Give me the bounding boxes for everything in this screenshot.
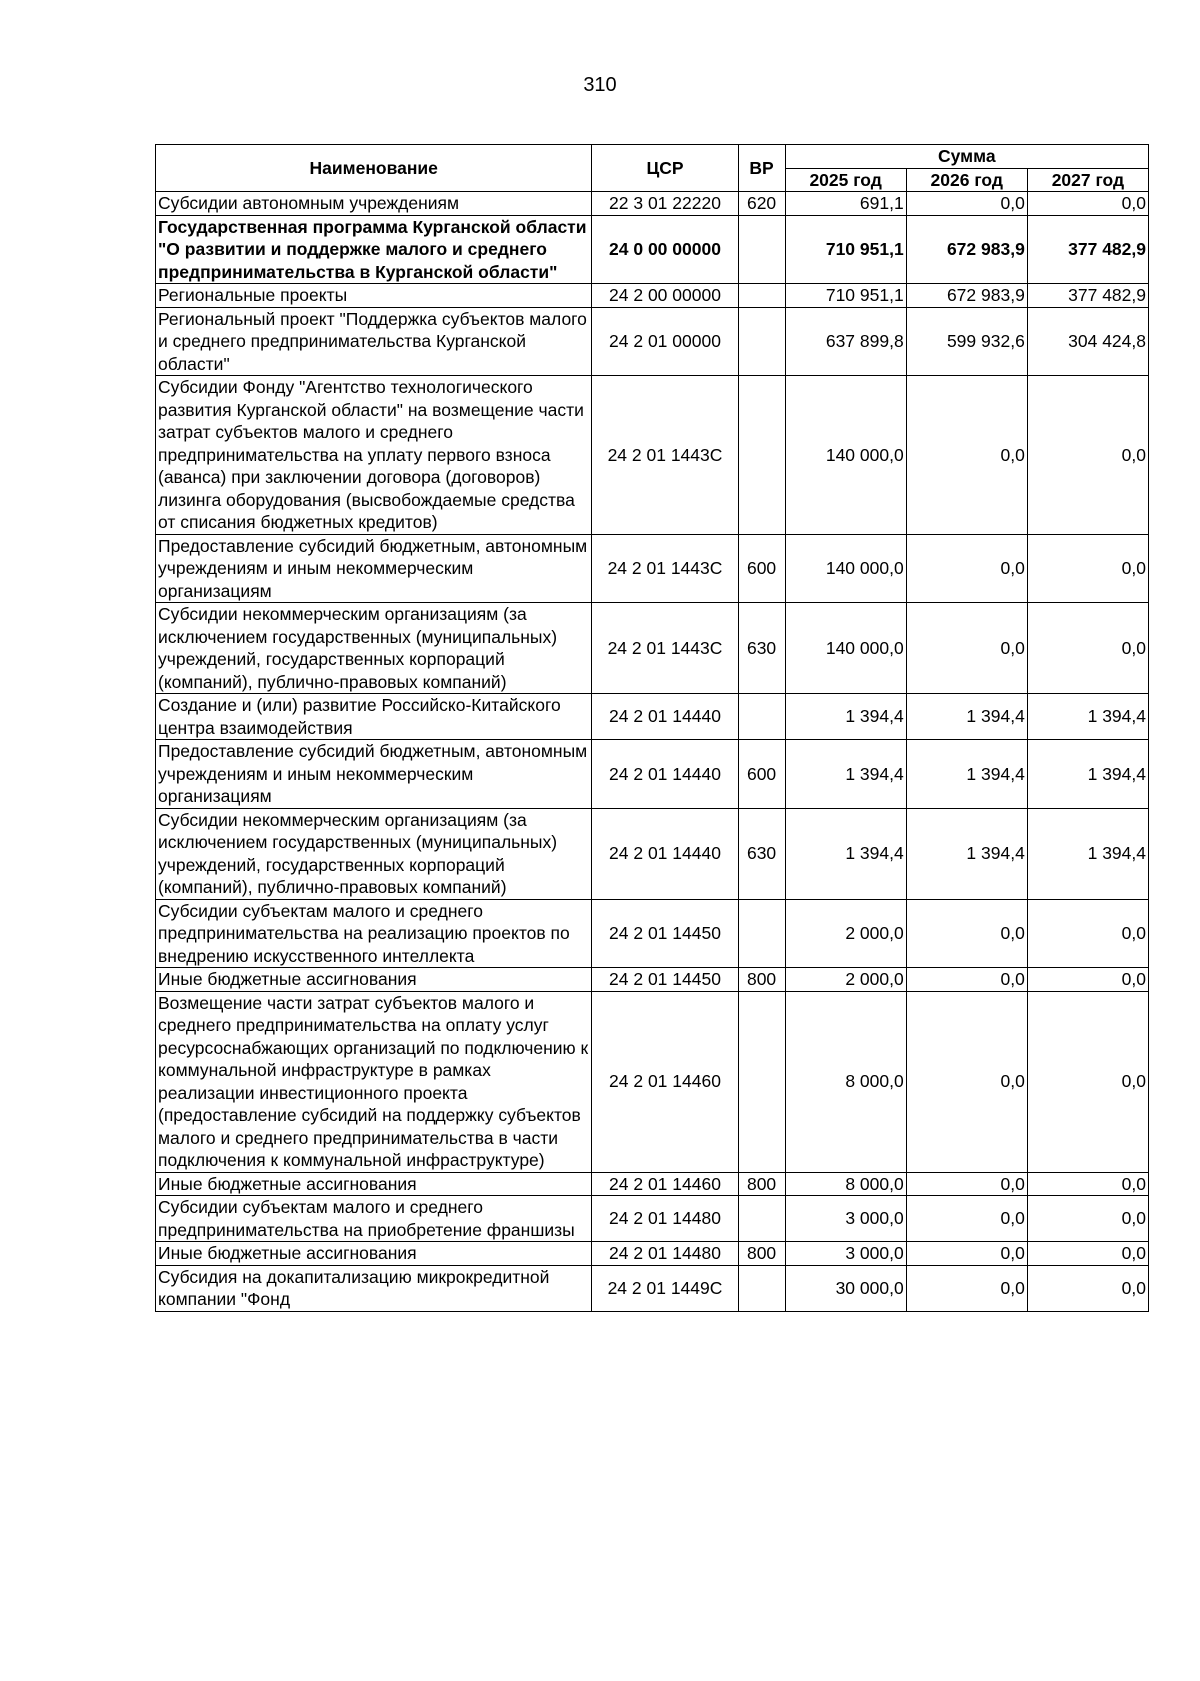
row-csr: 24 2 01 14440 — [592, 808, 738, 899]
row-name: Иные бюджетные ассигнования — [156, 968, 592, 992]
row-csr: 24 2 01 14480 — [592, 1242, 738, 1266]
table-row — [156, 991, 1149, 1172]
header-name: Наименование — [156, 145, 592, 192]
header-vr: ВР — [738, 145, 785, 192]
page-number: 310 — [583, 74, 617, 96]
row-vr — [738, 1196, 785, 1242]
row-sum-2027: 1 394,4 — [1027, 808, 1148, 899]
row-sum-2027: 377 482,9 — [1027, 284, 1148, 308]
table-row — [156, 215, 1149, 284]
row-csr: 24 2 01 00000 — [592, 307, 738, 376]
row-csr: 24 2 01 14450 — [592, 968, 738, 992]
row-vr — [738, 307, 785, 376]
row-sum-2026: 0,0 — [906, 192, 1027, 216]
row-vr: 800 — [738, 968, 785, 992]
table-row — [156, 307, 1149, 376]
row-sum-2026: 0,0 — [906, 1242, 1027, 1266]
header-row — [156, 145, 1149, 169]
row-sum-2027: 0,0 — [1027, 899, 1148, 968]
row-csr: 24 2 01 14460 — [592, 1172, 738, 1196]
row-sum-2025: 140 000,0 — [785, 534, 906, 603]
row-sum-2025: 140 000,0 — [785, 376, 906, 535]
row-name: Предоставление субсидий бюджетным, автономным учреждениям и иным некоммерческим организациям — [156, 740, 592, 809]
header-year-2026: 2026 год — [906, 168, 1027, 192]
row-csr: 24 2 01 1449С — [592, 1265, 738, 1311]
row-sum-2027: 304 424,8 — [1027, 307, 1148, 376]
row-sum-2026: 1 394,4 — [906, 740, 1027, 809]
row-sum-2026: 0,0 — [906, 1196, 1027, 1242]
table-row — [156, 1265, 1149, 1311]
table-row — [156, 192, 1149, 216]
table-row — [156, 376, 1149, 535]
row-name: Предоставление субсидий бюджетным, автономным учреждениям и иным некоммерческим организациям — [156, 534, 592, 603]
row-csr: 24 2 01 14460 — [592, 991, 738, 1172]
row-name: Иные бюджетные ассигнования — [156, 1242, 592, 1266]
row-sum-2027: 0,0 — [1027, 1196, 1148, 1242]
row-vr — [738, 376, 785, 535]
row-sum-2025: 1 394,4 — [785, 808, 906, 899]
row-sum-2026: 1 394,4 — [906, 694, 1027, 740]
row-vr: 800 — [738, 1242, 785, 1266]
table-row — [156, 899, 1149, 968]
row-sum-2027: 0,0 — [1027, 376, 1148, 535]
row-sum-2025: 2 000,0 — [785, 968, 906, 992]
row-vr — [738, 991, 785, 1172]
table-row — [156, 694, 1149, 740]
row-sum-2026: 672 983,9 — [906, 284, 1027, 308]
row-vr: 630 — [738, 603, 785, 694]
row-sum-2026: 599 932,6 — [906, 307, 1027, 376]
row-sum-2026: 0,0 — [906, 603, 1027, 694]
row-csr: 24 2 01 14440 — [592, 694, 738, 740]
row-vr — [738, 899, 785, 968]
row-name: Региональный проект "Поддержка субъектов малого и среднего предпринимательства Курганской области" — [156, 307, 592, 376]
header-year-2025: 2025 год — [785, 168, 906, 192]
table-row — [156, 808, 1149, 899]
row-name: Субсидия на докапитализацию микрокредитной компании "Фонд — [156, 1265, 592, 1311]
row-sum-2026: 1 394,4 — [906, 808, 1027, 899]
row-sum-2025: 8 000,0 — [785, 991, 906, 1172]
row-sum-2026: 0,0 — [906, 899, 1027, 968]
row-csr: 24 2 00 00000 — [592, 284, 738, 308]
row-name: Субсидии некоммерческим организациям (за исключением государственных (муниципальных) учреждений, государственных корпораций (компаний), публично-правовых компаний) — [156, 603, 592, 694]
table-row — [156, 1242, 1149, 1266]
row-name: Субсидии Фонду "Агентство технологического развития Курганской области" на возмещение части затрат субъектов малого и среднего предпринимательства на уплату первого взноса (аванса) при заключении договора (договоров) лизинга оборудования (высвобождаемые средства от списания бюджетных кредитов) — [156, 376, 592, 535]
table-row — [156, 968, 1149, 992]
row-sum-2026: 0,0 — [906, 968, 1027, 992]
row-name: Субсидии субъектам малого и среднего предпринимательства на реализацию проектов по внедрению искусственного интеллекта — [156, 899, 592, 968]
row-csr: 24 2 01 14480 — [592, 1196, 738, 1242]
row-name: Региональные проекты — [156, 284, 592, 308]
header-year-2027: 2027 год — [1027, 168, 1148, 192]
budget-table — [155, 144, 1149, 1312]
row-sum-2025: 8 000,0 — [785, 1172, 906, 1196]
row-sum-2025: 710 951,1 — [785, 284, 906, 308]
row-sum-2027: 0,0 — [1027, 1172, 1148, 1196]
row-vr: 600 — [738, 740, 785, 809]
row-name: Создание и (или) развитие Российско-Китайского центра взаимодействия — [156, 694, 592, 740]
row-sum-2027: 1 394,4 — [1027, 694, 1148, 740]
row-sum-2027: 0,0 — [1027, 192, 1148, 216]
row-name: Субсидии некоммерческим организациям (за исключением государственных (муниципальных) учреждений, государственных корпораций (компаний), публично-правовых компаний) — [156, 808, 592, 899]
row-vr — [738, 215, 785, 284]
row-sum-2025: 3 000,0 — [785, 1242, 906, 1266]
table-row — [156, 284, 1149, 308]
row-name: Субсидии автономным учреждениям — [156, 192, 592, 216]
header-csr: ЦСР — [592, 145, 738, 192]
row-sum-2027: 377 482,9 — [1027, 215, 1148, 284]
row-sum-2027: 0,0 — [1027, 603, 1148, 694]
row-sum-2025: 637 899,8 — [785, 307, 906, 376]
row-vr — [738, 284, 785, 308]
row-sum-2025: 1 394,4 — [785, 740, 906, 809]
row-sum-2026: 0,0 — [906, 991, 1027, 1172]
row-sum-2025: 3 000,0 — [785, 1196, 906, 1242]
table-row — [156, 740, 1149, 809]
header-sum: Сумма — [785, 145, 1148, 169]
row-sum-2025: 691,1 — [785, 192, 906, 216]
row-sum-2027: 0,0 — [1027, 991, 1148, 1172]
row-csr: 24 2 01 1443С — [592, 534, 738, 603]
row-sum-2025: 30 000,0 — [785, 1265, 906, 1311]
row-name: Субсидии субъектам малого и среднего предпринимательства на приобретение франшизы — [156, 1196, 592, 1242]
row-name: Иные бюджетные ассигнования — [156, 1172, 592, 1196]
row-sum-2027: 1 394,4 — [1027, 740, 1148, 809]
row-sum-2027: 0,0 — [1027, 1265, 1148, 1311]
row-vr — [738, 1265, 785, 1311]
table-row — [156, 1196, 1149, 1242]
row-sum-2025: 140 000,0 — [785, 603, 906, 694]
row-vr: 800 — [738, 1172, 785, 1196]
row-csr: 24 2 01 14450 — [592, 899, 738, 968]
row-vr: 630 — [738, 808, 785, 899]
row-sum-2026: 0,0 — [906, 534, 1027, 603]
row-name: Возмещение части затрат субъектов малого и среднего предпринимательства на оплату услуг ресурсоснабжающих организаций по подключению к коммунальной инфраструктуре в рамках реализации инвестиционного проекта (предоставление субсидий на поддержку субъектов малого и среднего предпринимательства в части подключения к коммунальной инфраструктуре) — [156, 991, 592, 1172]
table-row — [156, 534, 1149, 603]
row-csr: 22 3 01 22220 — [592, 192, 738, 216]
row-sum-2026: 672 983,9 — [906, 215, 1027, 284]
row-csr: 24 2 01 1443С — [592, 376, 738, 535]
row-sum-2027: 0,0 — [1027, 534, 1148, 603]
row-sum-2025: 710 951,1 — [785, 215, 906, 284]
row-sum-2027: 0,0 — [1027, 1242, 1148, 1266]
table-row — [156, 1172, 1149, 1196]
row-csr: 24 0 00 00000 — [592, 215, 738, 284]
row-sum-2026: 0,0 — [906, 1172, 1027, 1196]
row-csr: 24 2 01 1443С — [592, 603, 738, 694]
row-csr: 24 2 01 14440 — [592, 740, 738, 809]
row-sum-2026: 0,0 — [906, 1265, 1027, 1311]
table-body — [156, 192, 1149, 1312]
table-row — [156, 603, 1149, 694]
row-sum-2025: 2 000,0 — [785, 899, 906, 968]
row-vr: 600 — [738, 534, 785, 603]
row-sum-2027: 0,0 — [1027, 968, 1148, 992]
row-vr: 620 — [738, 192, 785, 216]
row-vr — [738, 694, 785, 740]
row-sum-2025: 1 394,4 — [785, 694, 906, 740]
row-name: Государственная программа Курганской области "О развитии и поддержке малого и среднего предпринимательства в Курганской области" — [156, 215, 592, 284]
row-sum-2026: 0,0 — [906, 376, 1027, 535]
